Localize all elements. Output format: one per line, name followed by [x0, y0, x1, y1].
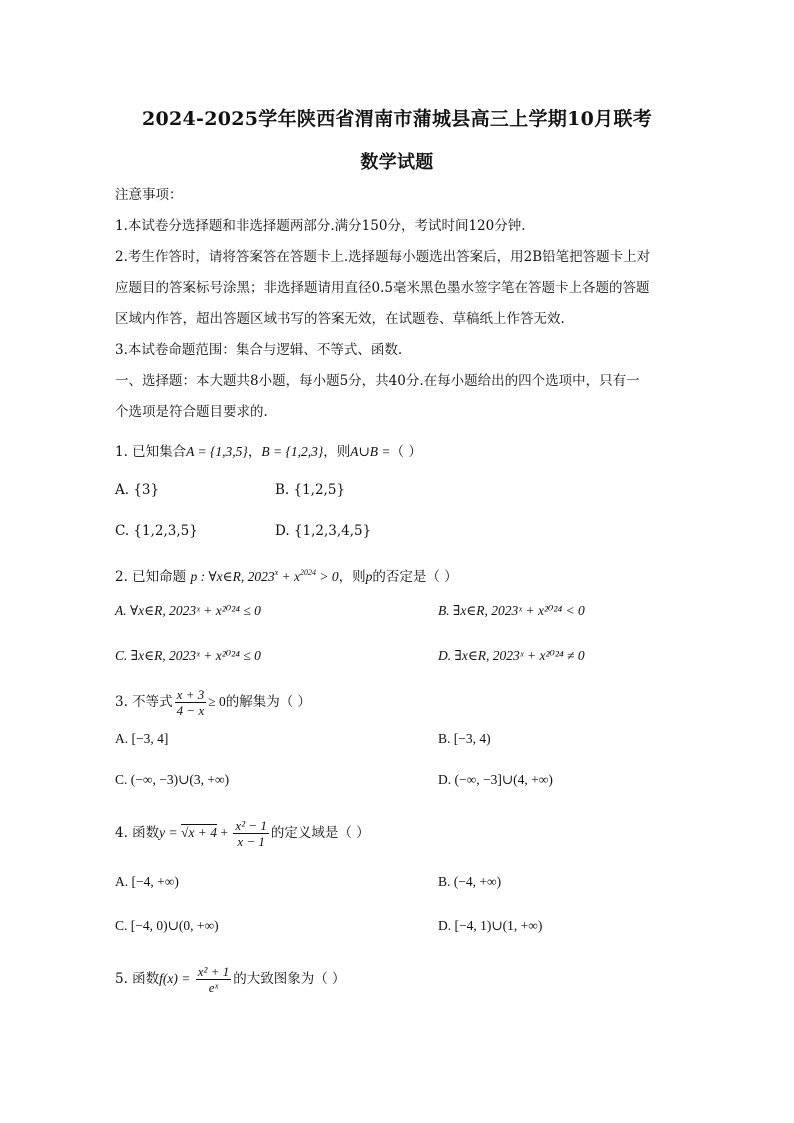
q3-fraction — [175, 687, 207, 718]
q4-prefix: 4. 函数 — [115, 825, 160, 841]
q3-option-b: B. [−3, 4) — [438, 731, 491, 746]
page-title: 2024-2025学年陕西省渭南市蒲城县高三上学期10月联考 — [141, 108, 653, 130]
q1-prefix: 1. 已知集合 — [115, 444, 187, 460]
question-4 — [115, 815, 675, 851]
q1-option-d: D. {1,2,3,4,5} — [275, 523, 372, 539]
q2-option-a: A. ∀x∈R, 2023ˣ + x²⁰²⁴ ≤ 0 — [115, 603, 261, 618]
note-1: 1.本试卷分选择题和非选择题两部分.满分150分，考试时间120分钟. — [115, 218, 526, 234]
q1-tail: ，则 — [323, 444, 351, 460]
q4-option-c: C. [−4, 0)∪(0, +∞) — [115, 918, 219, 933]
q1-set-b: B = {1,2,3} — [261, 444, 324, 459]
q3-tail: 的解集为（ ） — [225, 694, 312, 710]
q4-numerator: x² − 1 — [235, 818, 267, 833]
q1-set-a: A = {1,3,5} — [186, 444, 248, 459]
q4-option-b: B. (−4, +∞) — [438, 874, 502, 889]
q4-lhs: y = — [159, 825, 182, 840]
q4-option-d: D. [−4, 1)∪(1, +∞) — [438, 918, 543, 933]
note-2-line-3: 区域内作答，超出答题区域书写的答案无效，在试题卷、草稿纸上作答无效. — [115, 311, 565, 327]
question-5 — [115, 961, 675, 997]
q4-tail: 的定义域是（ ） — [270, 825, 370, 841]
q1-option-c: C. {1,2,3,5} — [115, 523, 198, 539]
q5-prefix: 5. 函数 — [115, 971, 160, 987]
q3-denominator: 4 − x — [176, 703, 205, 718]
q2-option-b: B. ∃x∈R, 2023ˣ + x²⁰²⁴ < 0 — [438, 603, 585, 618]
question-2 — [115, 563, 675, 587]
q4-fraction — [233, 818, 268, 849]
q5-numerator: x² + 1 — [197, 964, 230, 979]
q5-fraction — [196, 964, 231, 995]
q5-lhs: f(x) = — [159, 971, 194, 986]
q2-tail: ，则 — [338, 569, 366, 585]
q4-sqrt: √x + 4 — [181, 825, 218, 840]
q5-denominator: eˣ — [208, 980, 219, 995]
q3-option-d: D. (−∞, −3]∪(4, +∞) — [438, 772, 553, 787]
q2-prefix: 2. 已知命题 — [115, 569, 187, 585]
note-3: 3.本试卷命题范围：集合与逻辑、不等式、函数. — [115, 342, 403, 358]
q5-tail: 的大致图象为（ ） — [233, 971, 346, 987]
q1-separator: ， — [247, 444, 262, 460]
q3-comparison: ≥ 0 — [208, 694, 226, 709]
q2-proposition: p : ∀x∈R, $2023^x + x^{2024} > 0$ — [190, 568, 339, 584]
q1-option-a: A. {3} — [115, 482, 160, 498]
q2-p: p — [365, 569, 373, 584]
page-subtitle: 数学试题 — [360, 152, 434, 173]
note-2-line-1: 2.考生作答时，请将答案答在答题卡上.选择题每小题选出答案后，用2B铅笔把答题卡上对 — [115, 249, 651, 265]
q4-denominator: x − 1 — [237, 834, 265, 849]
question-3 — [115, 684, 675, 720]
q1-expression: A∪B = — [350, 444, 391, 459]
q2-option-c: C. ∃x∈R, 2023ˣ + x²⁰²⁴ ≤ 0 — [115, 648, 261, 663]
q3-numerator: x + 3 — [176, 687, 205, 702]
section-intro-line-2: 个选项是符合题目要求的. — [115, 404, 268, 420]
q1-answer-paren: （ ） — [390, 444, 422, 460]
q3-prefix: 3. 不等式 — [115, 694, 173, 710]
q3-option-c: C. (−∞, −3)∪(3, +∞) — [115, 772, 230, 787]
question-1 — [115, 442, 675, 462]
notes-heading: 注意事项： — [115, 187, 183, 203]
q2-option-d: D. ∃x∈R, 2023ˣ + x²⁰²⁴ ≠ 0 — [438, 648, 585, 663]
note-2-line-2: 应题目的答案标号涂黑；非选择题请用直径0.5毫米黑色墨水签字笔在答题卡上各题的答题 — [115, 280, 650, 296]
section-intro-line-1: 一、选择题：本大题共8小题，每小题5分，共40分.在每小题给出的四个选项中，只有一 — [115, 373, 640, 389]
q1-option-b: B. {1,2,5} — [275, 482, 346, 498]
q3-option-a: A. [−3, 4] — [115, 731, 169, 746]
q2-tail-2: 的否定是（ ） — [372, 569, 458, 585]
q4-option-a: A. [−4, +∞) — [115, 874, 179, 889]
q4-plus: + — [217, 825, 232, 840]
